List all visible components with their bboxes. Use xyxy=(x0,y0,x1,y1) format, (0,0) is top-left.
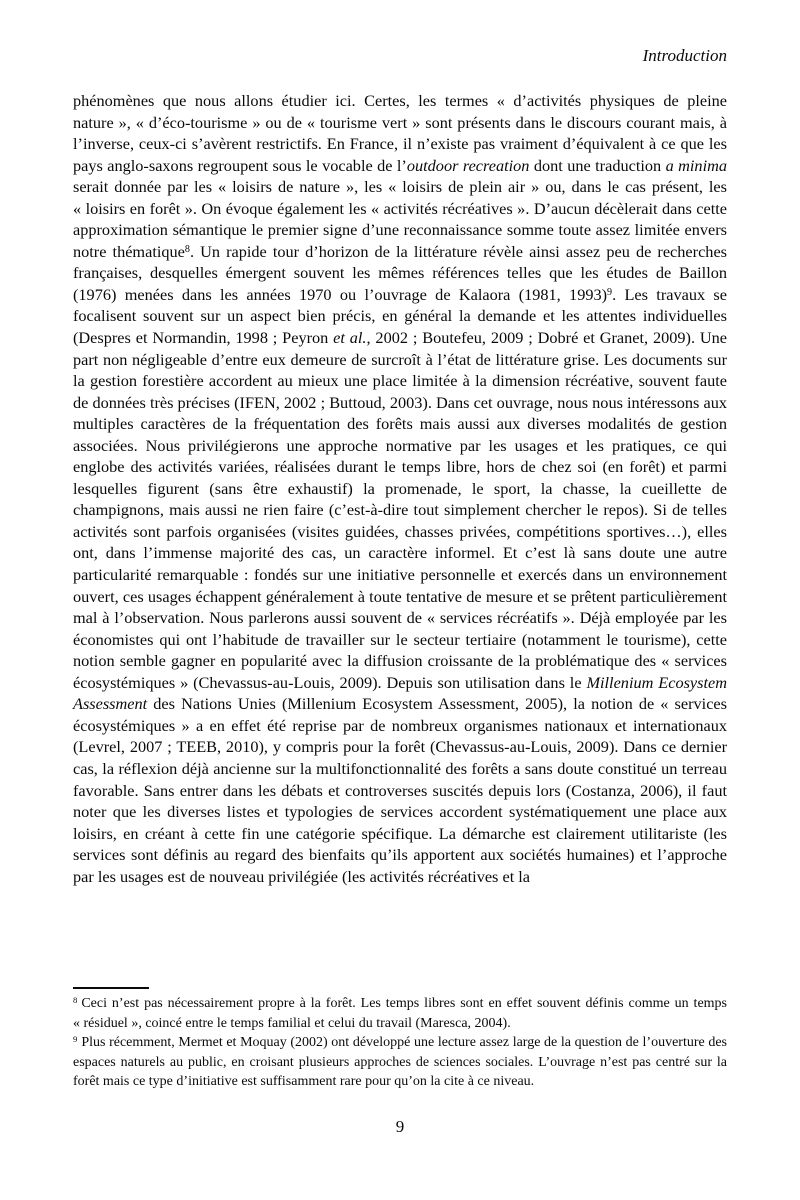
footnote-marker-8: 8 xyxy=(73,994,78,1005)
footnote-text-9: Plus récemment, Mermet et Moquay (2002) ont développé une lecture assez large de la question de l’ouverture des espaces naturels au public, en croisant plusieurs approches de sciences sociales. L’ouvrage n’est pas centré sur la forêt mais ce type d’initiative est suffisamment rare pour qu’on la cite à ce niveau. xyxy=(73,1035,727,1089)
footnote-9 xyxy=(73,1033,727,1092)
page-number: 9 xyxy=(395,1117,405,1136)
body-segment-italic: a minima xyxy=(665,155,727,175)
body-segment: dont une traduction xyxy=(529,155,666,175)
body-segment-italic: et al. xyxy=(333,328,367,348)
footnote-text-8: Ceci n’est pas nécessairement propre à la forêt. Les temps libres sont en effet souvent définis comme un temps « résiduel », coincé entre le temps familial et celui du travail (Maresca, 2004). xyxy=(73,996,727,1031)
body-segment: , 2002 ; Boutefeu, 2009 ; Dobré et Granet, 2009). Une part non négligeable d’entre eux demeure de surcroît à l’état de littérature grise. Les documents sur la gestion forestière accordent au mieux une place limitée à la dimension récréative, souvent faute de données très précises (IFEN, 2002 ; Buttoud, 2003). Dans cet ouvrage, nous nous intéressons aux multiples caractères de la fréquentation des forêts mais aussi aux diverses modalités de gestion associées. Nous privilégierons une approche normative par les usages et les pratiques, ce qui englobe des activités variées, réalisées durant le temps libre, hors de chez soi (en forêt) et parmi lesquelles figurent (sans être exhaustif) la promenade, le sport, la chasse, la cueillette de champignons, mais aussi ne rien faire (c’est-à-dire tout simplement chercher le repos). Si de telles activités sont parfois organisées (visites guidées, chasses privées, compétitions sportives…), elles ont, dans l’immense majorité des cas, un caractère informel. Et c’est là sans doute une autre particularité remarquable : fondés sur une initiative personnelle et exercés dans un environnement ouvert, ces usages échappent généralement à toute tentative de mesure et se prêtent particulièrement mal à l’observation. Nous parlerons aussi souvent de « services récréatifs ». Déjà employée par les économistes qui ont l’habitude de travailler sur le secteur tertiaire (notamment le tourisme), cette notion semble gagner en popularité avec la diffusion croissante de la problématique des « services écosystémiques » (Chevassus-au-Louis, 2009). Depuis son utilisation dans le xyxy=(73,328,727,692)
body-paragraph xyxy=(73,90,727,978)
footnote-reference-8: 8 xyxy=(184,243,190,255)
running-header: Introduction xyxy=(642,46,727,65)
footnote-separator-rule xyxy=(73,987,149,989)
body-segment-italic: Millenium Ecosystem Assessment xyxy=(73,672,727,714)
body-segment-italic: outdoor recreation xyxy=(406,155,530,175)
body-segment: . Les travaux se focalisent souvent sur un aspect bien précis, en général la demande et les attentes individuelles (Despres et Normandin, 1998 ; Peyron xyxy=(73,284,727,348)
footnote-8 xyxy=(73,994,727,1033)
body-segment: . Un rapide tour d’horizon de la littérature révèle ainsi assez peu de recherches françaises, desquelles émergent souvent les mêmes références telles que les études de Baillon (1976) menées dans les années 1970 ou l’ouvrage de Kalaora (1981, 1993) xyxy=(73,241,728,304)
footnote-marker-9: 9 xyxy=(73,1033,78,1044)
footnote-reference-9: 9 xyxy=(607,286,613,298)
body-segment: phénomènes que nous allons étudier ici. Certes, les termes « d’activités physiques de pleine nature », « d’éco-tourisme » ou de « tourisme vert » sont présents dans le discours courant mais, à l’inverse, ceux-ci s’avèrent restrictifs. En France, il n’existe pas vraiment d’équivalent à ce que les pays anglo-saxons regroupent sous le vocable de l’ xyxy=(73,91,727,175)
body-segment: serait donnée par les « loisirs de nature », les « loisirs de plein air » ou, dans le cas présent, les « loisirs en forêt ». On évoque également les « activités récréatives ». D’aucun décèlerait dans cette approximation sémantique le premier signe d’une reconnaissance somme toute assez limitée envers notre thématique xyxy=(73,177,727,261)
footnotes-section xyxy=(73,994,727,1092)
body-segment: des Nations Unies (Millenium Ecosystem Assessment, 2005), la notion de « services écosystémiques » a en effet été reprise par de nombreux organismes nationaux et internationaux (Levrel, 2007 ; TEEB, 2010), y compris pour la forêt (Chevassus-au-Louis, 2009). Dans ce dernier cas, la réflexion déjà ancienne sur la multifonctionnalité des forêts a sans doute constitué un terreau favorable. Sans entrer dans les débats et controverses suscités depuis lors (Costanza, 2006), il faut noter que les diverses listes et typologies de services accordent systématiquement une place aux loisirs, en créant à cette fin une catégorie spécifique. La démarche est clairement utilitariste (les services sont définis au regard des bienfaits qu’ils apportent aux sociétés humaines) et l’approche par les usages est de nouveau privilégiée (les activités récréatives et la xyxy=(73,694,727,886)
page-content xyxy=(73,90,727,1092)
